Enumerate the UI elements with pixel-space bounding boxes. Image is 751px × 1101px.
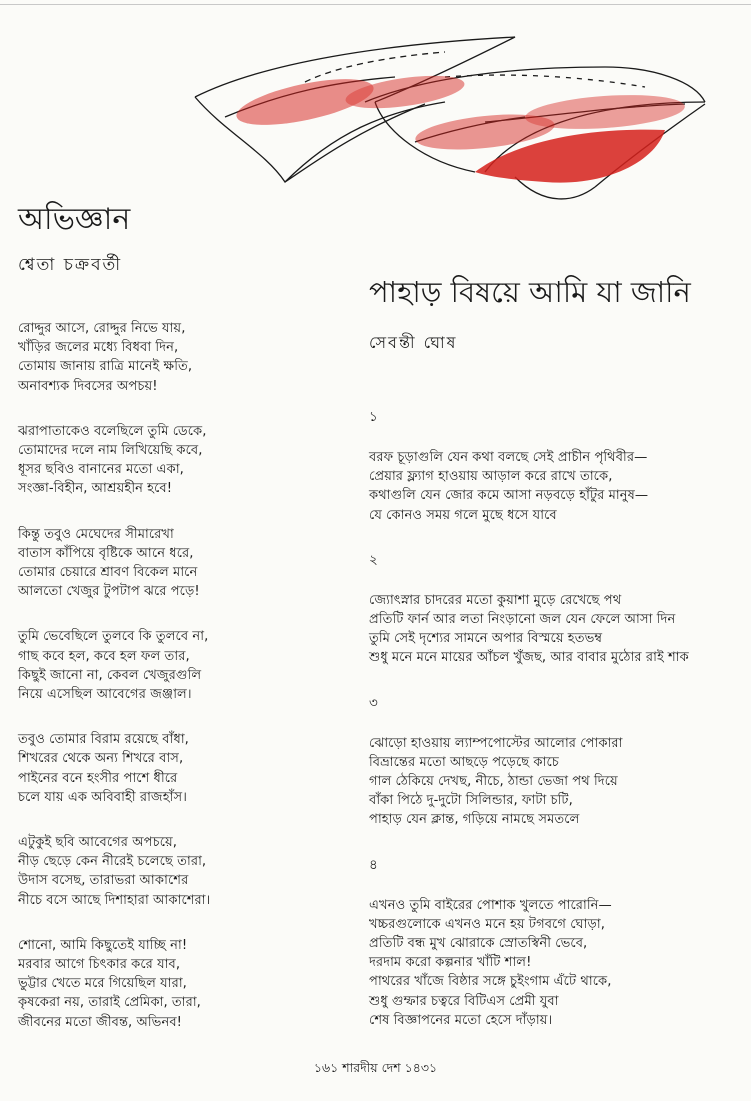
poem-line: প্রেয়ার ফ্ল্যাগ হাওয়ায় আড়াল করে রাখে তাকে, <box>369 469 613 485</box>
poem-line: জ্যোৎস্নার চাদরের মতো কুয়াশা মুড়ে রেখেছে পথ <box>369 592 622 608</box>
stanza <box>18 525 348 602</box>
poem-line: তোমায় জানায় রাত্রি মানেই ক্ষতি, <box>18 359 193 375</box>
poem-line: গাল ঠেকিয়ে দেখছ, নীচে, ঠান্ডা ভেজা পথ দিয়ে <box>369 774 618 790</box>
poem-line: পাথরের খাঁজে বিষ্ঠার সঙ্গে চুইংগাম এঁটে থাকে, <box>369 974 612 990</box>
stanza <box>18 730 348 807</box>
poem-line: শোনো, আমি কিছুতেই যাচ্ছি না! <box>18 937 188 953</box>
poem-line: তোমাদের দলে নাম লিখিয়েছি কবে, <box>18 443 203 459</box>
poem-line: শিখরের থেকে অন্য শিখরে বাস, <box>18 751 184 767</box>
poem-line: বাতাস কাঁপিয়ে বৃষ্টিকে আনে ধরে, <box>18 545 194 561</box>
poem-line: জীবনের মতো জীবন্ত, অভিনব! <box>18 1014 182 1030</box>
left-poem-poet: শ্বেতা চক্রবর্তী <box>18 255 123 275</box>
right-poem-title: পাহাড় বিষয়ে আমি যা জানি <box>369 275 691 309</box>
poem-line: খচ্চরগুলোকে এখনও মনে হয় টগবগে ঘোড়া, <box>369 916 605 932</box>
poem-line: ধূসর ছবিও বানানের মতো একা, <box>18 462 184 478</box>
section-number: ২ <box>369 551 378 568</box>
stanza <box>18 319 348 396</box>
boat-illustration <box>185 22 715 207</box>
section-number: ৪ <box>369 856 378 873</box>
poem-line: বাঁকা পিঠে দু-দুটো সিলিন্ডার, ফাটা চটি, <box>369 793 573 809</box>
poem-line: খাঁড়ির জলের মধ্যে বিধবা দিন, <box>18 340 179 356</box>
poem-line: দরদাম করো কল্পনার খাঁটি শাল! <box>369 955 532 971</box>
poem-line: কিন্তু তবুও মেঘেদের সীমারেখা <box>18 526 174 542</box>
stanza <box>369 734 739 830</box>
right-poem <box>369 272 739 1056</box>
stanza <box>18 936 348 1032</box>
poem-line: পাইনের বনে হংসীর পাশে ধীরে <box>18 770 178 786</box>
stanza <box>18 833 348 910</box>
poem-line: বরফ চূড়াগুলি যেন কথা বলছে সেই প্রাচীন পৃথিবীর— <box>369 450 648 465</box>
poem-line: তোমার চেয়ারে শ্রাবণ বিকেল মানে <box>18 565 198 581</box>
stanza <box>18 422 348 499</box>
poem-line: উদাস বসেছ, তারাভরা আকাশের <box>18 873 189 889</box>
poem-line: প্রতিটি বন্ধ মুখ ঝোরাকে স্রোতস্বিনী ভেবে, <box>369 936 588 952</box>
poem-line: শেষ বিজ্ঞাপনের মতো হেসে দাঁড়ায়। <box>369 1012 553 1028</box>
poem-line: শুধু গুম্ফার চত্বরে বিটিএস প্রেমী যুবা <box>369 993 559 1009</box>
poem-line: কৃষকেরা নয়, তারাই প্রেমিকা, তারা, <box>18 995 201 1011</box>
stanza <box>18 627 348 704</box>
section-number: ১ <box>369 409 378 425</box>
poem-line: নীচে বসে আছে দিশাহারা আকাশেরা। <box>18 892 211 908</box>
poem-line: তবুও তোমার বিরাম রয়েছে বাঁধা, <box>18 732 189 748</box>
stanza <box>369 448 739 525</box>
poem-line: এটুকুই ছবি আবেগের অপচয়ে, <box>18 835 177 851</box>
left-poem <box>18 200 348 1058</box>
poem-line: রোদ্দুর আসে, রোদ্দুর নিভে যায়, <box>18 321 186 336</box>
poem-line: কিছুই জানো না, কেবল খেজুরগুলি <box>18 667 202 683</box>
page-footer: ১৬১ শারদীয় দেশ ১৪৩১ <box>313 1060 438 1075</box>
poem-line: চলে যায় এক অবিবাহী রাজহাঁস। <box>18 789 187 805</box>
poem-line: কথাগুলি যেন জোর কমে আসা নড়বড়ে হাঁটুর মানুষ— <box>369 488 649 504</box>
right-poem-poet: সেবন্তী ঘোষ <box>369 333 458 352</box>
stanza <box>369 896 739 1030</box>
poem-line: তুমি সেই দৃশ্যের সামনে অপার বিস্ময়ে হতভম্ব <box>369 631 603 647</box>
poem-line: ঝোড়ো হাওয়ায় ল্যাম্পপোস্টের আলোর পোকারা <box>369 735 623 751</box>
top-rule <box>0 4 751 5</box>
poem-line: সংজ্ঞা-বিহীন, আশ্রয়হীন হবে! <box>18 481 173 497</box>
poem-line: নিয়ে এসেছিল আবেগের জঞ্জাল। <box>18 687 192 703</box>
poem-line: মরবার আগে চিৎকার করে যাব, <box>18 957 181 973</box>
poem-line: অনাবশ্যক দিবসের অপচয়! <box>18 378 158 394</box>
poem-line: যে কোনও সময় গলে মুছে ধসে যাবে <box>369 507 557 523</box>
stanza <box>369 591 739 668</box>
poem-line: এখনও তুমি বাইরের পোশাক খুলতে পারোনি— <box>369 897 612 913</box>
poem-line: ভুট্টার খেতে মরে গিয়েছিল যারা, <box>18 976 187 992</box>
left-poem-body <box>18 319 348 1032</box>
poem-line: বিভ্রান্তের মতো আছড়ে পড়েছে কাচে <box>369 754 559 770</box>
poem-line: আলতো খেজুর টুপটাপ ঝরে পড়ে! <box>18 584 200 600</box>
poem-line: গাছ কবে হল, কবে হল ফল তার, <box>18 648 190 664</box>
poem-line: পাহাড় যেন ক্লান্ত, গড়িয়ে নামছে সমতলে <box>369 812 580 828</box>
poem-line: ঝরাপাতাকেও বলেছিলে তুমি ডেকে, <box>18 423 207 439</box>
section-number: ৩ <box>369 694 378 711</box>
right-poem-body <box>369 408 739 1030</box>
poem-line: শুধু মনে মনে মায়ের আঁচল খুঁজছ, আর বাবার মুঠোর রাই শাক <box>369 650 689 666</box>
left-poem-title: অভিজ্ঞান <box>18 202 131 237</box>
poem-line: প্রতিটি ফার্ন আর লতা নিংড়ানো জল যেন ফেলে আসা দিন <box>369 612 676 628</box>
poem-line: নীড় ছেড়ে কেন নীরেই চলেছে তারা, <box>18 854 207 870</box>
poem-line: তুমি ভেবেছিলে তুলবে কি তুলবে না, <box>18 629 209 645</box>
